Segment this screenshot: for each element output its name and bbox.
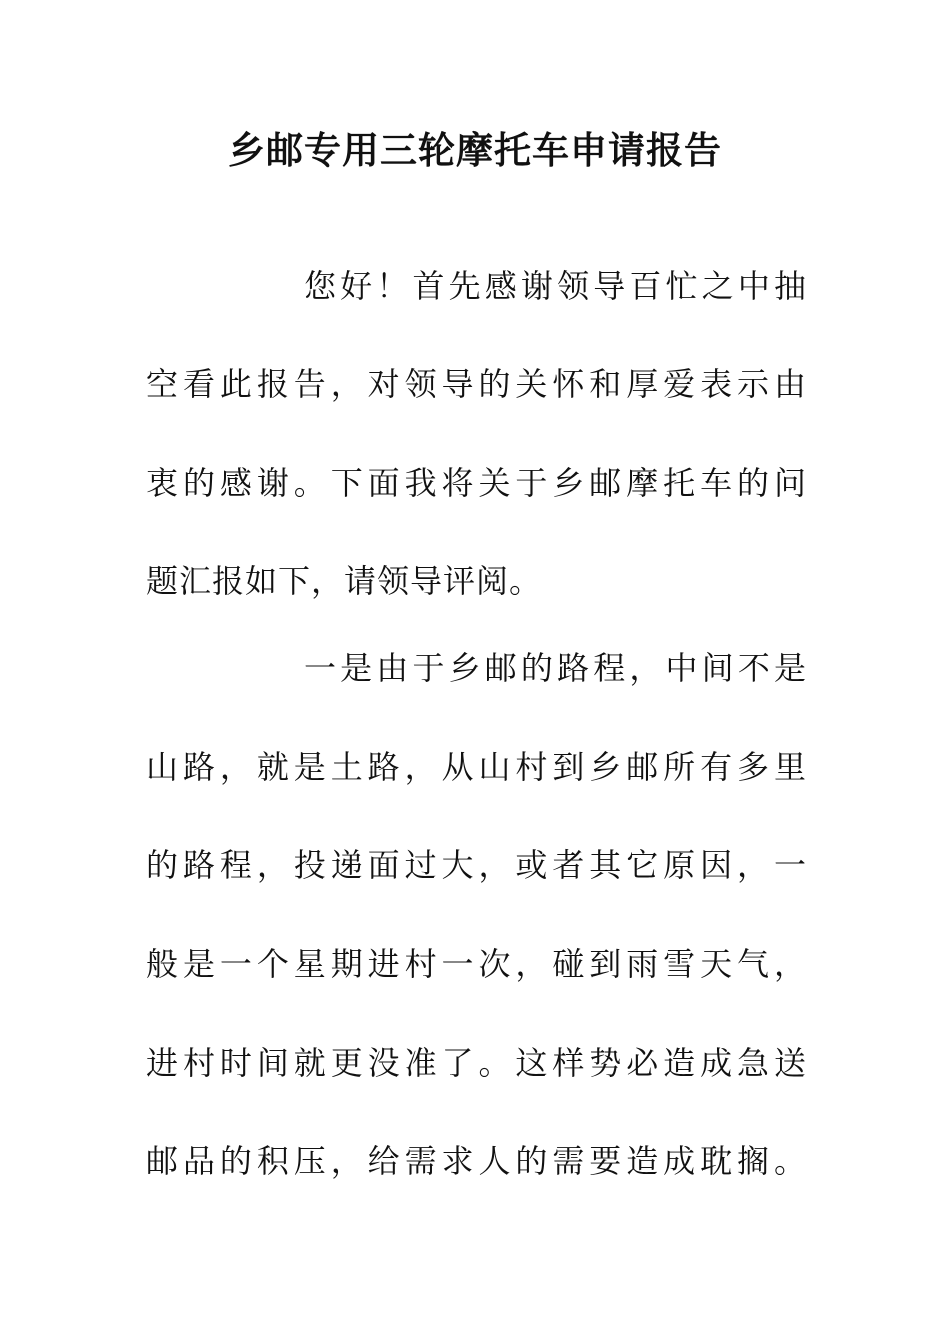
paragraph-line: 空看此报告，对领导的关怀和厚爱表示由: [146, 365, 806, 403]
paragraph-line: 山路，就是土路，从山村到乡邮所有多里: [146, 748, 806, 786]
paragraph-line: 衷的感谢。下面我将关于乡邮摩托车的问: [146, 464, 806, 502]
paragraph-line: 般是一个星期进村一次，碰到雨雪天气，: [146, 945, 806, 983]
paragraph-line: 的路程，投递面过大，或者其它原因，一: [146, 846, 806, 884]
paragraph-line: 一是由于乡邮的路程，中间不是: [304, 649, 806, 687]
document-title: 乡邮专用三轮摩托车申请报告: [228, 128, 722, 172]
paragraph-line: 题汇报如下，请领导评阅。: [146, 562, 543, 600]
paragraph-line: 进村时间就更没准了。这样势必造成急送: [146, 1044, 806, 1082]
paragraph-line: 您好！首先感谢领导百忙之中抽: [304, 267, 806, 305]
paragraph-line: 邮品的积压，给需求人的需要造成耽搁。: [146, 1142, 806, 1180]
